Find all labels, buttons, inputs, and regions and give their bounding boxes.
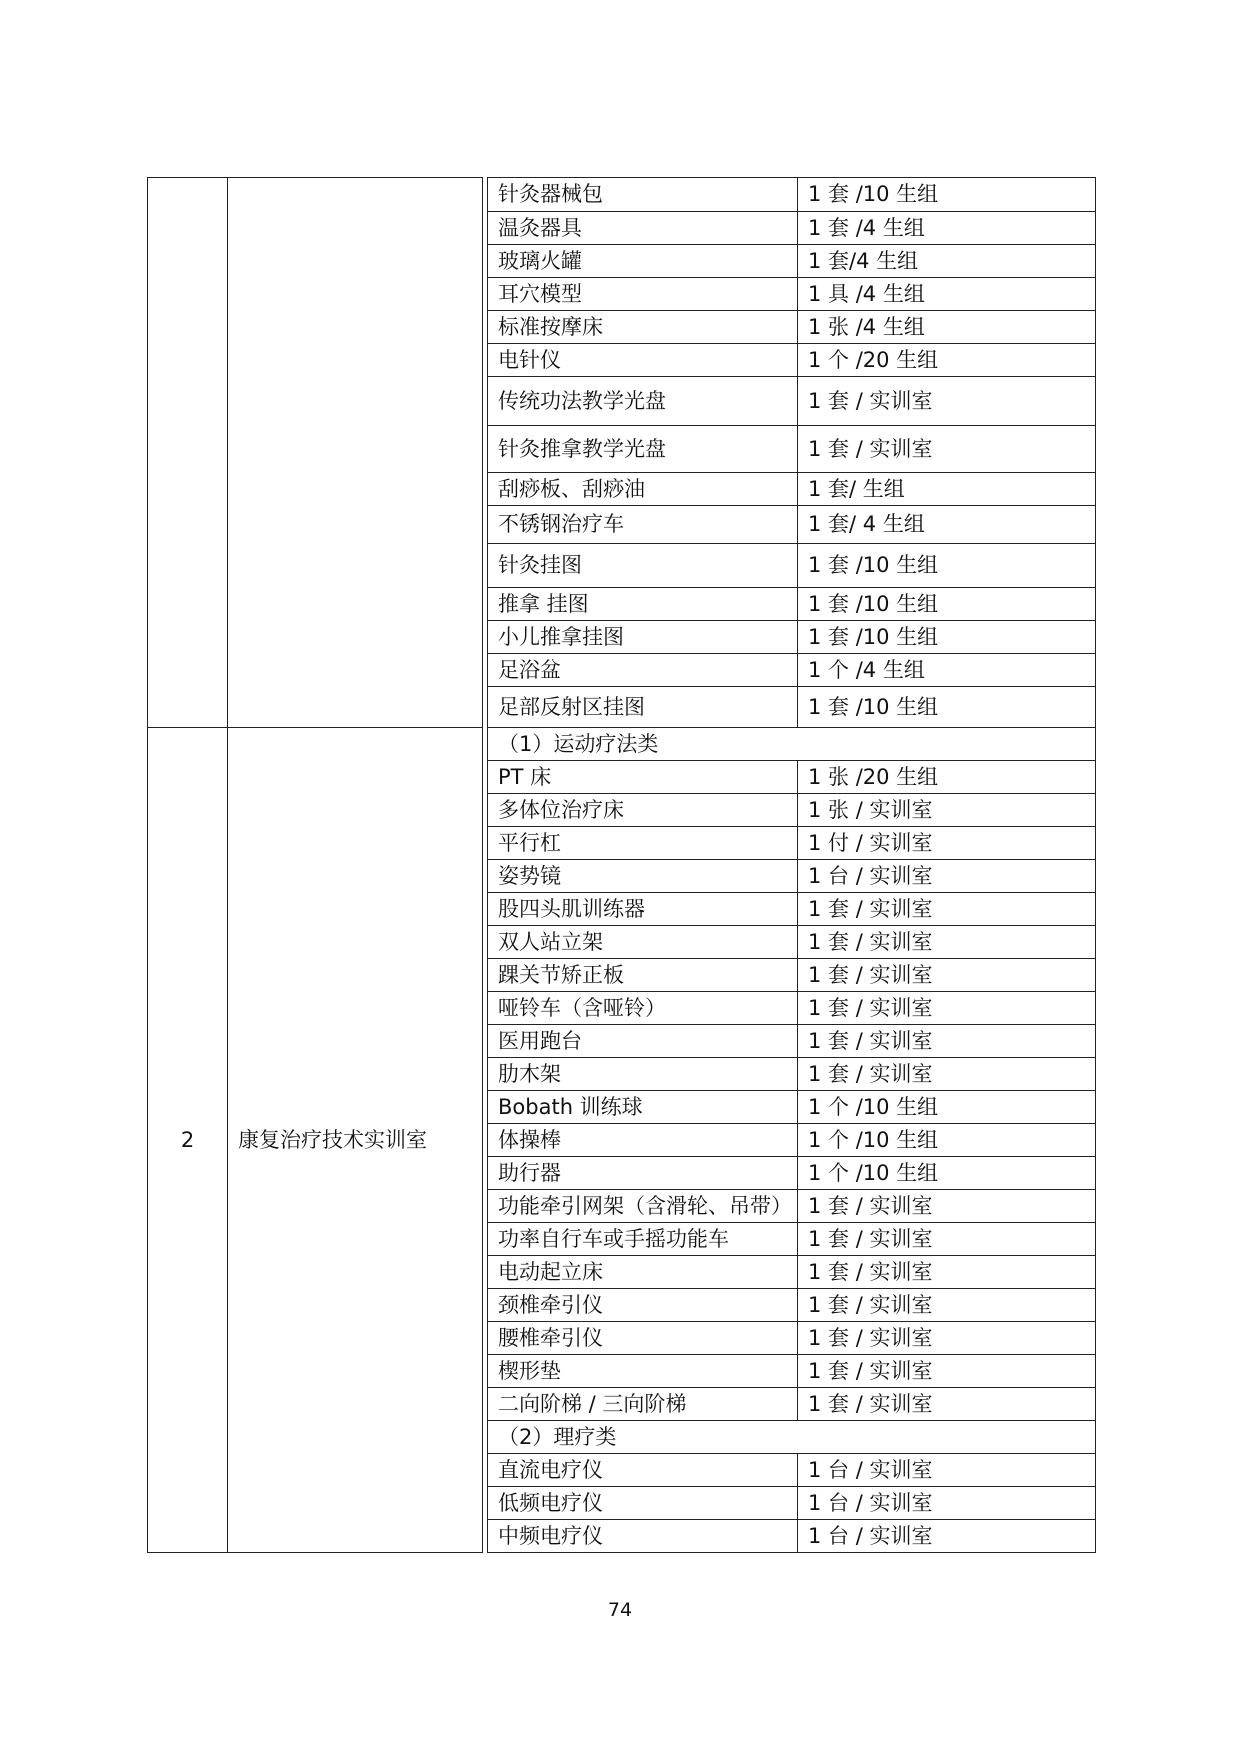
- equipment-table-body: [148, 178, 1096, 1553]
- quantity-cell: 1 套 / 实训室: [798, 426, 1096, 473]
- equipment-name-cell: 功率自行车或手摇功能车: [488, 1223, 798, 1256]
- equipment-name-cell: 针灸挂图: [488, 544, 798, 588]
- equipment-name-cell: 电针仪: [488, 344, 798, 377]
- category-heading: （2）理疗类: [488, 1421, 1096, 1454]
- quantity-cell: 1 套 / 实训室: [798, 1190, 1096, 1223]
- quantity-cell: 1 套/ 生组: [798, 473, 1096, 506]
- table-row: [148, 178, 1096, 212]
- quantity-cell: 1 套 / 实训室: [798, 1322, 1096, 1355]
- quantity-cell: 1 套 /10 生组: [798, 621, 1096, 654]
- quantity-cell: 1 套 / 实训室: [798, 926, 1096, 959]
- quantity-cell: 1 个 /10 生组: [798, 1124, 1096, 1157]
- quantity-cell: 1 套 /10 生组: [798, 588, 1096, 621]
- equipment-name-cell: 足浴盆: [488, 654, 798, 687]
- equipment-name-cell: 功能牵引网架（含滑轮、吊带）: [488, 1190, 798, 1223]
- equipment-name-cell: 哑铃车（含哑铃）: [488, 992, 798, 1025]
- room-name-cell: [228, 178, 483, 728]
- equipment-name-cell: 肋木架: [488, 1058, 798, 1091]
- quantity-cell: 1 个 /10 生组: [798, 1091, 1096, 1124]
- quantity-cell: 1 付 / 实训室: [798, 827, 1096, 860]
- quantity-cell: 1 套 / 实训室: [798, 377, 1096, 426]
- quantity-cell: 1 套 /10 生组: [798, 687, 1096, 728]
- equipment-name-cell: 体操棒: [488, 1124, 798, 1157]
- equipment-name-cell: PT 床: [488, 761, 798, 794]
- equipment-name-cell: 平行杠: [488, 827, 798, 860]
- equipment-name-cell: 针灸器械包: [488, 178, 798, 212]
- quantity-cell: 1 套 / 实训室: [798, 1058, 1096, 1091]
- quantity-cell: 1 套/ 4 生组: [798, 506, 1096, 544]
- equipment-name-cell: Bobath 训练球: [488, 1091, 798, 1124]
- equipment-name-cell: 电动起立床: [488, 1256, 798, 1289]
- equipment-name-cell: 医用跑台: [488, 1025, 798, 1058]
- equipment-name-cell: 刮痧板、刮痧油: [488, 473, 798, 506]
- quantity-cell: 1 套 / 实训室: [798, 1025, 1096, 1058]
- equipment-name-cell: 中频电疗仪: [488, 1520, 798, 1553]
- quantity-cell: 1 套 /10 生组: [798, 178, 1096, 212]
- quantity-cell: 1 张 /20 生组: [798, 761, 1096, 794]
- equipment-table: [147, 177, 1096, 1553]
- quantity-cell: 1 台 / 实训室: [798, 1487, 1096, 1520]
- quantity-cell: 1 套 /10 生组: [798, 544, 1096, 588]
- page-number: 74: [607, 1599, 633, 1621]
- quantity-cell: 1 个 /10 生组: [798, 1157, 1096, 1190]
- equipment-name-cell: 传统功法教学光盘: [488, 377, 798, 426]
- equipment-name-cell: 股四头肌训练器: [488, 893, 798, 926]
- equipment-name-cell: 颈椎牵引仪: [488, 1289, 798, 1322]
- quantity-cell: 1 具 /4 生组: [798, 278, 1096, 311]
- quantity-cell: 1 套 / 实训室: [798, 959, 1096, 992]
- quantity-cell: 1 套 / 实训室: [798, 1256, 1096, 1289]
- room-number-cell: [148, 178, 228, 728]
- quantity-cell: 1 套 / 实训室: [798, 1355, 1096, 1388]
- quantity-cell: 1 套 / 实训室: [798, 893, 1096, 926]
- equipment-name-cell: 二向阶梯 / 三向阶梯: [488, 1388, 798, 1421]
- equipment-name-cell: 腰椎牵引仪: [488, 1322, 798, 1355]
- equipment-name-cell: 推拿 挂图: [488, 588, 798, 621]
- equipment-name-cell: 耳穴模型: [488, 278, 798, 311]
- quantity-cell: 1 套 /4 生组: [798, 212, 1096, 245]
- equipment-name-cell: 足部反射区挂图: [488, 687, 798, 728]
- room-number-cell: 2: [148, 728, 228, 1553]
- equipment-name-cell: 标准按摩床: [488, 311, 798, 344]
- quantity-cell: 1 套 / 实训室: [798, 992, 1096, 1025]
- equipment-name-cell: 针灸推拿教学光盘: [488, 426, 798, 473]
- quantity-cell: 1 套 / 实训室: [798, 1388, 1096, 1421]
- category-heading: （1）运动疗法类: [488, 728, 1096, 761]
- equipment-name-cell: 不锈钢治疗车: [488, 506, 798, 544]
- quantity-cell: 1 台 / 实训室: [798, 860, 1096, 893]
- quantity-cell: 1 个 /20 生组: [798, 344, 1096, 377]
- equipment-name-cell: 小儿推拿挂图: [488, 621, 798, 654]
- equipment-name-cell: 玻璃火罐: [488, 245, 798, 278]
- quantity-cell: 1 台 / 实训室: [798, 1454, 1096, 1487]
- equipment-name-cell: 助行器: [488, 1157, 798, 1190]
- quantity-cell: 1 套 / 实训室: [798, 1223, 1096, 1256]
- equipment-name-cell: 踝关节矫正板: [488, 959, 798, 992]
- equipment-name-cell: 楔形垫: [488, 1355, 798, 1388]
- quantity-cell: 1 个 /4 生组: [798, 654, 1096, 687]
- quantity-cell: 1 套 / 实训室: [798, 1289, 1096, 1322]
- quantity-cell: 1 张 /4 生组: [798, 311, 1096, 344]
- equipment-name-cell: 直流电疗仪: [488, 1454, 798, 1487]
- table-row: [148, 728, 1096, 761]
- equipment-name-cell: 姿势镜: [488, 860, 798, 893]
- equipment-name-cell: 低频电疗仪: [488, 1487, 798, 1520]
- quantity-cell: 1 张 / 实训室: [798, 794, 1096, 827]
- room-name-cell: 康复治疗技术实训室: [228, 728, 483, 1553]
- equipment-name-cell: 双人站立架: [488, 926, 798, 959]
- quantity-cell: 1 台 / 实训室: [798, 1520, 1096, 1553]
- equipment-name-cell: 温灸器具: [488, 212, 798, 245]
- equipment-name-cell: 多体位治疗床: [488, 794, 798, 827]
- quantity-cell: 1 套/4 生组: [798, 245, 1096, 278]
